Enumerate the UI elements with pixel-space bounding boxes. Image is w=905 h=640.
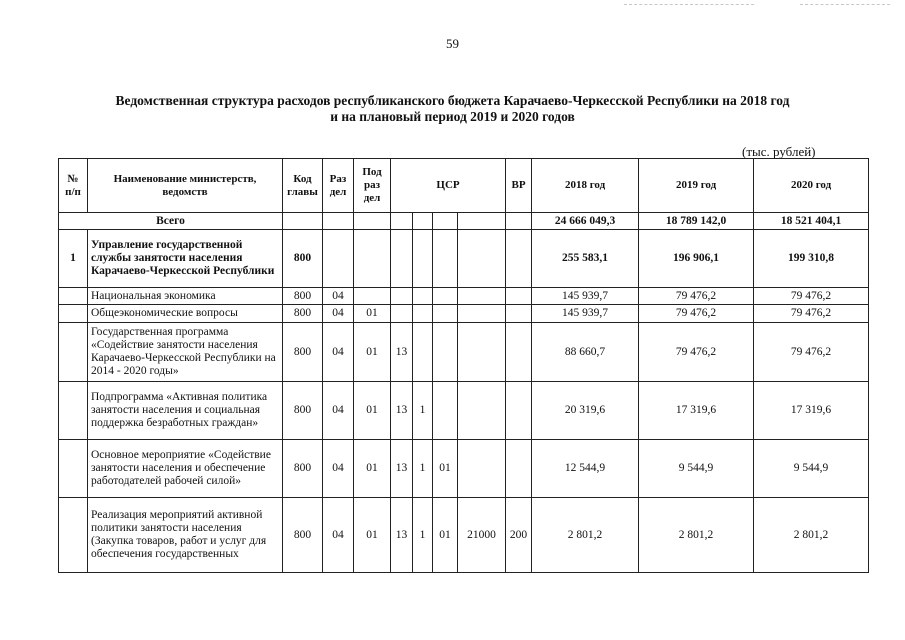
header-csr: ЦСР bbox=[391, 159, 506, 213]
table-row bbox=[59, 440, 869, 498]
units-label: (тыс. рублей) bbox=[742, 144, 816, 159]
row-2018: 20 319,6 bbox=[532, 382, 639, 440]
row-podrazdel: 01 bbox=[354, 323, 391, 382]
row-2018: 88 660,7 bbox=[532, 323, 639, 382]
row-num: 1 bbox=[59, 230, 88, 288]
row-2019: 2 801,2 bbox=[639, 498, 754, 573]
row-csr-3 bbox=[433, 288, 458, 305]
table-row bbox=[59, 323, 869, 382]
table-row bbox=[59, 498, 869, 573]
row-csr-1 bbox=[391, 305, 413, 323]
row-2019: 79 476,2 bbox=[639, 323, 754, 382]
row-name: Подпрограмма «Активная политика занятости населения и социальная поддержка безработных граждан» bbox=[88, 382, 283, 440]
row-podrazdel bbox=[354, 288, 391, 305]
row-razdel: 04 bbox=[323, 498, 354, 573]
row-csr-2 bbox=[413, 323, 433, 382]
row-vr: 200 bbox=[506, 498, 532, 573]
row-kod: 800 bbox=[283, 382, 323, 440]
row-razdel bbox=[323, 230, 354, 288]
table-header-row bbox=[59, 159, 869, 213]
row-2019: 196 906,1 bbox=[639, 230, 754, 288]
row-name: Реализация мероприятий активной политики занятости населения (Закупка товаров, работ и услуг для обеспечения государственных bbox=[88, 498, 283, 573]
row-kod: 800 bbox=[283, 230, 323, 288]
row-2018: 145 939,7 bbox=[532, 288, 639, 305]
row-csr-2 bbox=[413, 230, 433, 288]
table-row bbox=[59, 288, 869, 305]
row-kod: 800 bbox=[283, 305, 323, 323]
row-vr bbox=[506, 305, 532, 323]
row-name: Национальная экономика bbox=[88, 288, 283, 305]
row-kod: 800 bbox=[283, 288, 323, 305]
row-csr-1 bbox=[391, 288, 413, 305]
row-csr-3: 01 bbox=[433, 440, 458, 498]
table-row bbox=[59, 230, 869, 288]
header-razdel: Раз дел bbox=[323, 159, 354, 213]
row-num bbox=[59, 288, 88, 305]
row-2019: 79 476,2 bbox=[639, 288, 754, 305]
row-num bbox=[59, 382, 88, 440]
row-csr-1: 13 bbox=[391, 440, 413, 498]
row-podrazdel: 01 bbox=[354, 305, 391, 323]
row-csr-1: 13 bbox=[391, 382, 413, 440]
row-2019: 17 319,6 bbox=[639, 382, 754, 440]
row-num bbox=[59, 440, 88, 498]
title-line: Ведомственная структура расходов республиканского бюджета Карачаево-Черкесской Республики на 2018 год bbox=[115, 93, 790, 108]
total-label: Всего bbox=[59, 213, 283, 230]
row-razdel: 04 bbox=[323, 440, 354, 498]
row-2020: 2 801,2 bbox=[754, 498, 869, 573]
row-2018: 145 939,7 bbox=[532, 305, 639, 323]
row-name: Управление государственной службы занятости населения Карачаево-Черкесской Республики bbox=[88, 230, 283, 288]
row-csr-4 bbox=[458, 323, 506, 382]
row-name: Основное мероприятие «Содействие занятости населения и обеспечение работодателей рабочей силой» bbox=[88, 440, 283, 498]
row-num bbox=[59, 305, 88, 323]
header-2020: 2020 год bbox=[754, 159, 869, 213]
header-2018: 2018 год bbox=[532, 159, 639, 213]
row-num bbox=[59, 323, 88, 382]
table-row bbox=[59, 305, 869, 323]
row-csr-4 bbox=[458, 305, 506, 323]
row-csr-4 bbox=[458, 382, 506, 440]
row-csr-3 bbox=[433, 305, 458, 323]
row-name: Общеэкономические вопросы bbox=[88, 305, 283, 323]
row-kod: 800 bbox=[283, 440, 323, 498]
total-2020: 18 521 404,1 bbox=[754, 213, 869, 230]
row-podrazdel: 01 bbox=[354, 382, 391, 440]
row-csr-4 bbox=[458, 440, 506, 498]
row-csr-4: 21000 bbox=[458, 498, 506, 573]
total-2018: 24 666 049,3 bbox=[532, 213, 639, 230]
row-kod: 800 bbox=[283, 323, 323, 382]
header-kod: Код главы bbox=[283, 159, 323, 213]
header-podrazdel: Под раз дел bbox=[354, 159, 391, 213]
page-number: 59 bbox=[446, 36, 459, 51]
row-2020: 79 476,2 bbox=[754, 323, 869, 382]
row-csr-1: 13 bbox=[391, 498, 413, 573]
row-csr-2: 1 bbox=[413, 382, 433, 440]
row-csr-3 bbox=[433, 382, 458, 440]
total-row bbox=[59, 213, 869, 230]
row-2019: 9 544,9 bbox=[639, 440, 754, 498]
total-2019: 18 789 142,0 bbox=[639, 213, 754, 230]
scan-artifact-line bbox=[800, 4, 890, 5]
row-2018: 12 544,9 bbox=[532, 440, 639, 498]
row-2020: 9 544,9 bbox=[754, 440, 869, 498]
row-podrazdel bbox=[354, 230, 391, 288]
row-2018: 2 801,2 bbox=[532, 498, 639, 573]
row-2019: 79 476,2 bbox=[639, 305, 754, 323]
row-razdel: 04 bbox=[323, 323, 354, 382]
row-podrazdel: 01 bbox=[354, 440, 391, 498]
row-name: Государственная программа «Содействие занятости населения Карачаево-Черкесской Республики на 2014 - 2020 годы» bbox=[88, 323, 283, 382]
row-csr-1: 13 bbox=[391, 323, 413, 382]
row-vr bbox=[506, 288, 532, 305]
title-line: и на плановый период 2019 и 2020 годов bbox=[330, 109, 575, 124]
row-razdel: 04 bbox=[323, 305, 354, 323]
row-csr-1 bbox=[391, 230, 413, 288]
row-csr-4 bbox=[458, 230, 506, 288]
row-2020: 17 319,6 bbox=[754, 382, 869, 440]
row-csr-4 bbox=[458, 288, 506, 305]
header-2019: 2019 год bbox=[639, 159, 754, 213]
header-name: Наименование министерств, ведомств bbox=[88, 159, 283, 213]
document-title bbox=[40, 93, 865, 125]
row-csr-2: 1 bbox=[413, 498, 433, 573]
row-csr-2: 1 bbox=[413, 440, 433, 498]
row-csr-3 bbox=[433, 230, 458, 288]
row-csr-3: 01 bbox=[433, 498, 458, 573]
scan-artifact-line bbox=[624, 4, 754, 5]
row-2020: 79 476,2 bbox=[754, 288, 869, 305]
row-csr-2 bbox=[413, 305, 433, 323]
row-vr bbox=[506, 440, 532, 498]
row-vr bbox=[506, 230, 532, 288]
row-csr-3 bbox=[433, 323, 458, 382]
row-kod: 800 bbox=[283, 498, 323, 573]
row-vr bbox=[506, 382, 532, 440]
row-2018: 255 583,1 bbox=[532, 230, 639, 288]
row-2020: 79 476,2 bbox=[754, 305, 869, 323]
row-razdel: 04 bbox=[323, 382, 354, 440]
header-num: № п/п bbox=[59, 159, 88, 213]
row-csr-2 bbox=[413, 288, 433, 305]
header-vr: ВР bbox=[506, 159, 532, 213]
row-2020: 199 310,8 bbox=[754, 230, 869, 288]
budget-table bbox=[58, 158, 869, 573]
row-num bbox=[59, 498, 88, 573]
row-vr bbox=[506, 323, 532, 382]
row-razdel: 04 bbox=[323, 288, 354, 305]
row-podrazdel: 01 bbox=[354, 498, 391, 573]
table-row bbox=[59, 382, 869, 440]
